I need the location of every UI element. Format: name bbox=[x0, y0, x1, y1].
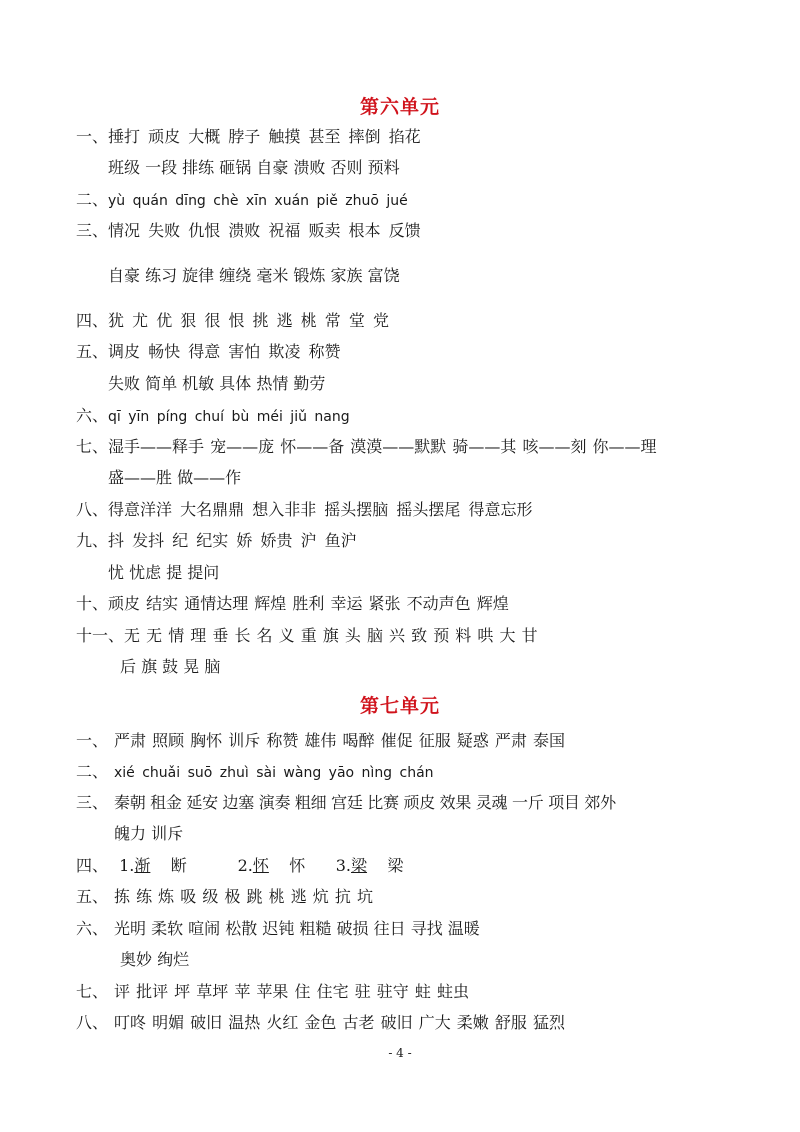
u7-q3-line2: 魄力 训斥 bbox=[114, 824, 184, 843]
u6-q3-answers: 情况 失败 仇恨 溃败 祝福 贩卖 根本 反馈 bbox=[108, 221, 421, 240]
u6-q7-answers: 湿手——释手 宠——庞 怀——备 漠漠——默默 骑——其 咳——刻 你——理 bbox=[108, 437, 657, 456]
u6-q3-line2: 自豪 练习 旋律 缠绕 毫米 锻炼 家族 富饶 bbox=[108, 266, 400, 285]
u6-q1-line1 bbox=[76, 124, 740, 150]
u6-q2-label: 二、 bbox=[76, 190, 109, 209]
u7-q4-num2: 2. bbox=[237, 856, 253, 875]
unit7-title: 第七单元 bbox=[359, 695, 440, 717]
u7-q1-answers: 严肃 照顾 胸怀 训斥 称赞 雄伟 喝醉 催促 征服 疑惑 严肃 泰国 bbox=[114, 731, 565, 750]
u6-q5-label: 五、 bbox=[76, 342, 109, 361]
u6-q8-label: 八、 bbox=[76, 500, 109, 519]
u7-q4-word3: 梁 bbox=[387, 856, 404, 875]
u7-q8-line bbox=[76, 1010, 740, 1036]
u7-q1-line bbox=[76, 728, 740, 754]
u6-q7-label: 七、 bbox=[76, 437, 109, 456]
page-number: - 4 - bbox=[388, 1046, 412, 1060]
u7-q5-label: 五、 bbox=[76, 887, 109, 906]
u6-q7-line2: 盛——胜 做——作 bbox=[108, 468, 242, 487]
u7-q3-label: 三、 bbox=[76, 793, 109, 812]
unit6-title: 第六单元 bbox=[359, 96, 440, 118]
u6-q7-line1 bbox=[76, 434, 740, 460]
u6-q8-line bbox=[76, 497, 740, 523]
u6-q10-line bbox=[76, 591, 740, 617]
u6-q5-line1 bbox=[76, 339, 740, 365]
u7-q8-label: 八、 bbox=[76, 1013, 109, 1032]
u7-q4-word1-underlined: 渐 bbox=[134, 856, 151, 875]
u6-q10-answers: 顽皮 结实 通情达理 辉煌 胜利 幸运 紧张 不动声色 辉煌 bbox=[108, 594, 509, 613]
u6-q1-answers: 捶打 顽皮 大概 脖子 触摸 甚至 摔倒 掐花 bbox=[108, 127, 421, 146]
u7-q7-line bbox=[76, 979, 740, 1005]
u6-q11-line1 bbox=[76, 623, 740, 649]
u7-q8-answers: 叮咚 明媚 破旧 温热 火红 金色 古老 破旧 广大 柔嫩 舒服 猛烈 bbox=[114, 1013, 565, 1032]
u6-q5-answers: 调皮 畅快 得意 害怕 欺凌 称赞 bbox=[108, 342, 341, 361]
u6-q2-answers: yù quán dīng chè xīn xuán piě zhuō jué bbox=[108, 193, 408, 209]
u6-q3-label: 三、 bbox=[76, 221, 109, 240]
u7-q5-answers: 拣 练 炼 吸 级 极 跳 桃 逃 炕 抗 坑 bbox=[114, 887, 373, 906]
u7-q6-line1 bbox=[76, 916, 740, 942]
u6-q11-label: 十一、 bbox=[76, 626, 125, 645]
u6-q8-answers: 得意洋洋 大名鼎鼎 想入非非 摇头摆脑 摇头摆尾 得意忘形 bbox=[108, 500, 533, 519]
u6-q9-line1 bbox=[76, 528, 740, 554]
u6-q6-line bbox=[76, 403, 740, 429]
u7-q7-label: 七、 bbox=[76, 982, 109, 1001]
u6-q9-line2: 忧 忧虑 提 提问 bbox=[108, 563, 220, 582]
u7-q2-label: 二、 bbox=[76, 762, 109, 781]
u7-q6-label: 六、 bbox=[76, 919, 109, 938]
u7-q3-line1 bbox=[76, 790, 740, 816]
u6-q1-line2: 班级 一段 排练 砸锅 自豪 溃败 否则 预料 bbox=[108, 158, 400, 177]
u7-q4-word2: 怀 bbox=[289, 856, 306, 875]
u7-q1-label: 一、 bbox=[76, 731, 109, 750]
u6-q3-line1 bbox=[76, 218, 740, 244]
u7-q4-label: 四、 bbox=[76, 856, 109, 875]
u6-q9-answers: 抖 发抖 纪 纪实 娇 娇贵 沪 鱼沪 bbox=[108, 531, 357, 550]
u7-q4-word1: 断 bbox=[170, 856, 187, 875]
u7-q4-num3: 3. bbox=[335, 856, 352, 875]
u6-q11-answers: 无 无 情 理 垂 长 名 义 重 旗 头 脑 兴 致 预 料 哄 大 甘 bbox=[124, 626, 538, 645]
u6-q4-answers: 犹 尤 优 狠 很 恨 挑 逃 桃 常 堂 党 bbox=[108, 311, 389, 330]
u7-q4-word2-underlined: 怀 bbox=[252, 856, 269, 875]
u7-q4-word3-underlined: 梁 bbox=[351, 856, 368, 875]
u6-q9-label: 九、 bbox=[76, 531, 109, 550]
u6-q6-label: 六、 bbox=[76, 406, 109, 425]
u6-q10-label: 十、 bbox=[76, 594, 109, 613]
u6-q2-line bbox=[76, 187, 740, 213]
u7-q2-answers: xié chuǎi suō zhuì sài wàng yāo nìng chán bbox=[114, 765, 434, 781]
u7-q4-num1: 1. bbox=[119, 856, 135, 875]
u6-q11-line2: 后 旗 鼓 晃 脑 bbox=[120, 657, 221, 676]
u7-q6-answers: 光明 柔软 喧闹 松散 迟钝 粗糙 破损 往日 寻找 温暖 bbox=[114, 919, 480, 938]
u6-q4-label: 四、 bbox=[76, 311, 109, 330]
u7-q3-answers: 秦朝 租金 延安 边塞 演奏 粗细 宫廷 比赛 顽皮 效果 灵魂 一斤 项目 郊外 bbox=[114, 793, 616, 812]
u6-q4-line bbox=[76, 308, 740, 334]
u7-q6-line2: 奥妙 绚烂 bbox=[120, 950, 190, 969]
u7-q7-answers: 评 批评 坪 草坪 苹 苹果 住 住宅 驻 驻守 蛀 蛀虫 bbox=[114, 982, 469, 1001]
u7-q5-line bbox=[76, 884, 740, 910]
u6-q6-answers: qī yīn píng chuí bù méi jiǔ nang bbox=[108, 409, 350, 425]
u6-q5-line2: 失败 简单 机敏 具体 热情 勤劳 bbox=[108, 374, 326, 393]
u7-q4-line bbox=[76, 853, 740, 879]
u6-q1-label: 一、 bbox=[76, 127, 109, 146]
u7-q2-line bbox=[76, 759, 740, 785]
